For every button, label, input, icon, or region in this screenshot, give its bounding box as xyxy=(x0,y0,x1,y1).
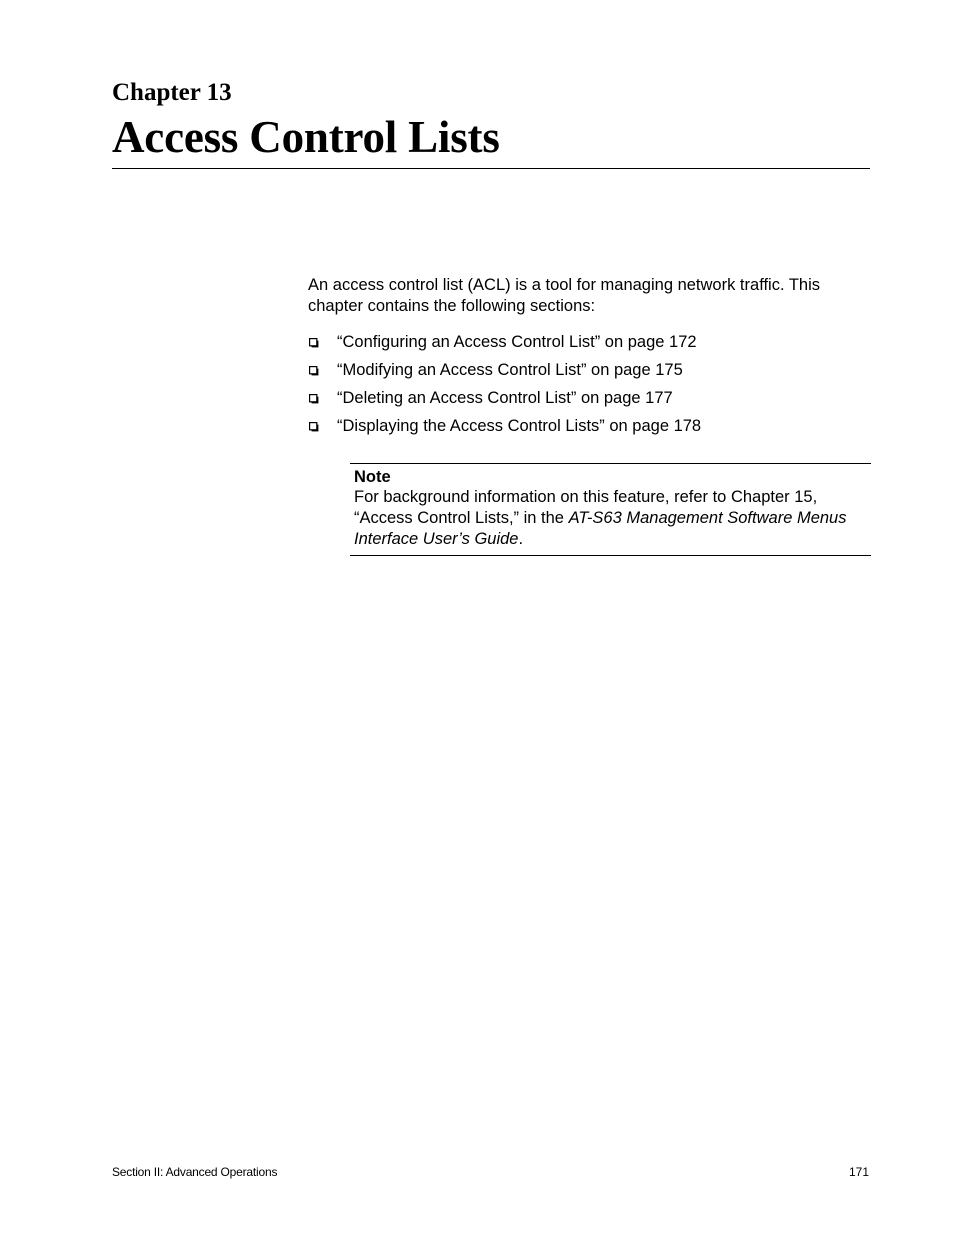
list-item-label: “Deleting an Access Control List” on page 177 xyxy=(337,389,673,407)
note-text: For background information on this feature, refer to Chapter 15, “Access Control Lists,” in the xyxy=(354,488,818,527)
note-heading: Note xyxy=(354,468,391,486)
note-text-end: . xyxy=(518,530,524,548)
checkbox-square-icon xyxy=(309,422,319,432)
footer-section-label: Section II: Advanced Operations xyxy=(112,1165,278,1179)
checkbox-square-icon xyxy=(309,366,319,376)
chapter-label: Chapter 13 xyxy=(112,79,232,106)
list-item-label: “Configuring an Access Control List” on page 172 xyxy=(337,333,697,351)
section-list xyxy=(308,332,701,444)
list-item-label: “Displaying the Access Control Lists” on page 178 xyxy=(337,417,702,435)
checkbox-square-icon xyxy=(309,394,319,404)
list-item xyxy=(308,360,701,388)
page-title: Access Control Lists xyxy=(112,112,500,162)
intro-paragraph: An access control list (ACL) is a tool for managing network traffic. This chapter contains the following sections: xyxy=(308,276,821,315)
list-item xyxy=(308,416,701,444)
list-item-label: “Modifying an Access Control List” on page 175 xyxy=(337,361,683,379)
note-body xyxy=(354,487,869,550)
title-divider xyxy=(112,168,870,169)
guide-title: AT-S63 Management Software Menus Interface User’s Guide xyxy=(354,509,847,548)
list-item xyxy=(308,332,701,360)
checkbox-square-icon xyxy=(309,338,319,348)
note-box xyxy=(350,463,871,556)
list-item xyxy=(308,388,701,416)
footer-page-number: 171 xyxy=(848,1165,869,1179)
